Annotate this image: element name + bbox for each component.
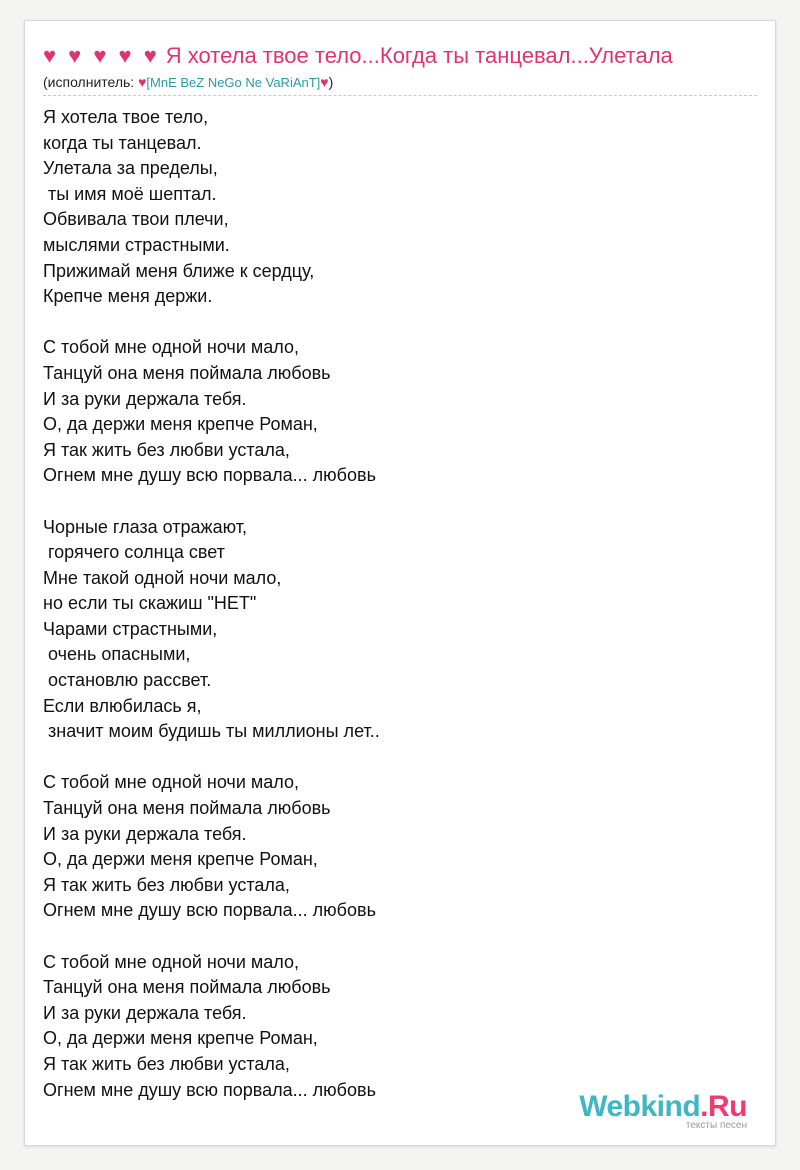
- lyric-line: Я так жить без любви устала,: [43, 874, 290, 895]
- artist-prefix: (исполнитель:: [43, 74, 139, 90]
- lyric-line: остановлю рассвет.: [43, 670, 212, 691]
- lyric-line: С тобой мне одной ночи мало,: [43, 337, 299, 358]
- lyric-line: Огнем мне душу всю порвала... любовь: [43, 900, 376, 921]
- artist-line: [43, 74, 333, 90]
- lyric-line: Танцуй она меня поймала любовь: [43, 798, 331, 819]
- lyrics-text: [43, 105, 743, 1103]
- lyric-line: очень опасными,: [43, 644, 191, 665]
- lyric-line: Обвивала твои плечи,: [43, 209, 229, 230]
- logo-subtitle: тексты песен: [685, 1120, 747, 1131]
- song-title: Я хотела твое тело...Когда ты танцевал...Улетала: [165, 43, 673, 68]
- lyric-line: Крепче меня держи.: [43, 286, 213, 307]
- lyric-line: О, да держи меня крепче Роман,: [43, 414, 318, 435]
- lyric-line: И за руки держала тебя.: [43, 388, 247, 409]
- lyric-line: С тобой мне одной ночи мало,: [43, 772, 299, 793]
- hearts-decoration-icon: ♥ ♥ ♥ ♥ ♥: [43, 43, 160, 68]
- lyric-line: Улетала за пределы,: [43, 158, 218, 179]
- lyric-line: Прижимай меня ближе к сердцу,: [43, 260, 315, 281]
- lyric-line: Огнем мне душу всю порвала... любовь: [43, 1079, 376, 1100]
- page-title: [43, 43, 673, 69]
- stanza-break: [43, 310, 743, 336]
- lyric-line: О, да держи меня крепче Роман,: [43, 849, 318, 870]
- logo-wordmark: [579, 1090, 747, 1124]
- lyric-line: И за руки держала тебя.: [43, 1002, 247, 1023]
- lyric-line: Чарами страстными,: [43, 618, 218, 639]
- lyric-line: Я так жить без любви устала,: [43, 439, 290, 460]
- lyrics-card: [24, 20, 776, 1146]
- artist-link[interactable]: [MnE BeZ NeGo Ne VaRiAnT]: [146, 75, 321, 90]
- lyric-line: Огнем мне душу всю порвала... любовь: [43, 465, 376, 486]
- lyric-line: Если влюбилась я,: [43, 695, 202, 716]
- lyric-line: мыслями страстными.: [43, 234, 230, 255]
- stanza-break: [43, 489, 743, 515]
- site-logo[interactable]: [579, 1090, 747, 1131]
- lyric-line: Мне такой одной ночи мало,: [43, 567, 282, 588]
- heart-icon: ♥: [320, 74, 329, 90]
- lyric-line: значит моим будишь ты миллионы лет..: [43, 721, 380, 742]
- stanza-break: [43, 924, 743, 950]
- lyric-line: когда ты танцевал.: [43, 132, 202, 153]
- artist-suffix: ): [328, 74, 334, 90]
- lyric-line: горячего солнца свет: [43, 542, 225, 563]
- lyric-line: ты имя моё шептал.: [43, 183, 217, 204]
- heart-icon: ♥: [138, 74, 147, 90]
- lyric-line: Танцуй она меня поймала любовь: [43, 977, 331, 998]
- lyric-line: Чорные глаза отражают,: [43, 516, 247, 537]
- lyric-line: С тобой мне одной ночи мало,: [43, 951, 299, 972]
- stanza-break: [43, 745, 743, 771]
- logo-brand: Webkind: [579, 1090, 701, 1123]
- divider: [43, 95, 757, 96]
- lyric-line: но если ты скажиш "НЕТ": [43, 593, 257, 614]
- lyric-line: Я хотела твое тело,: [43, 107, 209, 127]
- logo-tld: .Ru: [700, 1090, 747, 1123]
- lyric-line: И за руки держала тебя.: [43, 823, 247, 844]
- lyric-line: Танцуй она меня поймала любовь: [43, 362, 331, 383]
- lyric-line: Я так жить без любви устала,: [43, 1053, 290, 1074]
- lyric-line: О, да держи меня крепче Роман,: [43, 1028, 318, 1049]
